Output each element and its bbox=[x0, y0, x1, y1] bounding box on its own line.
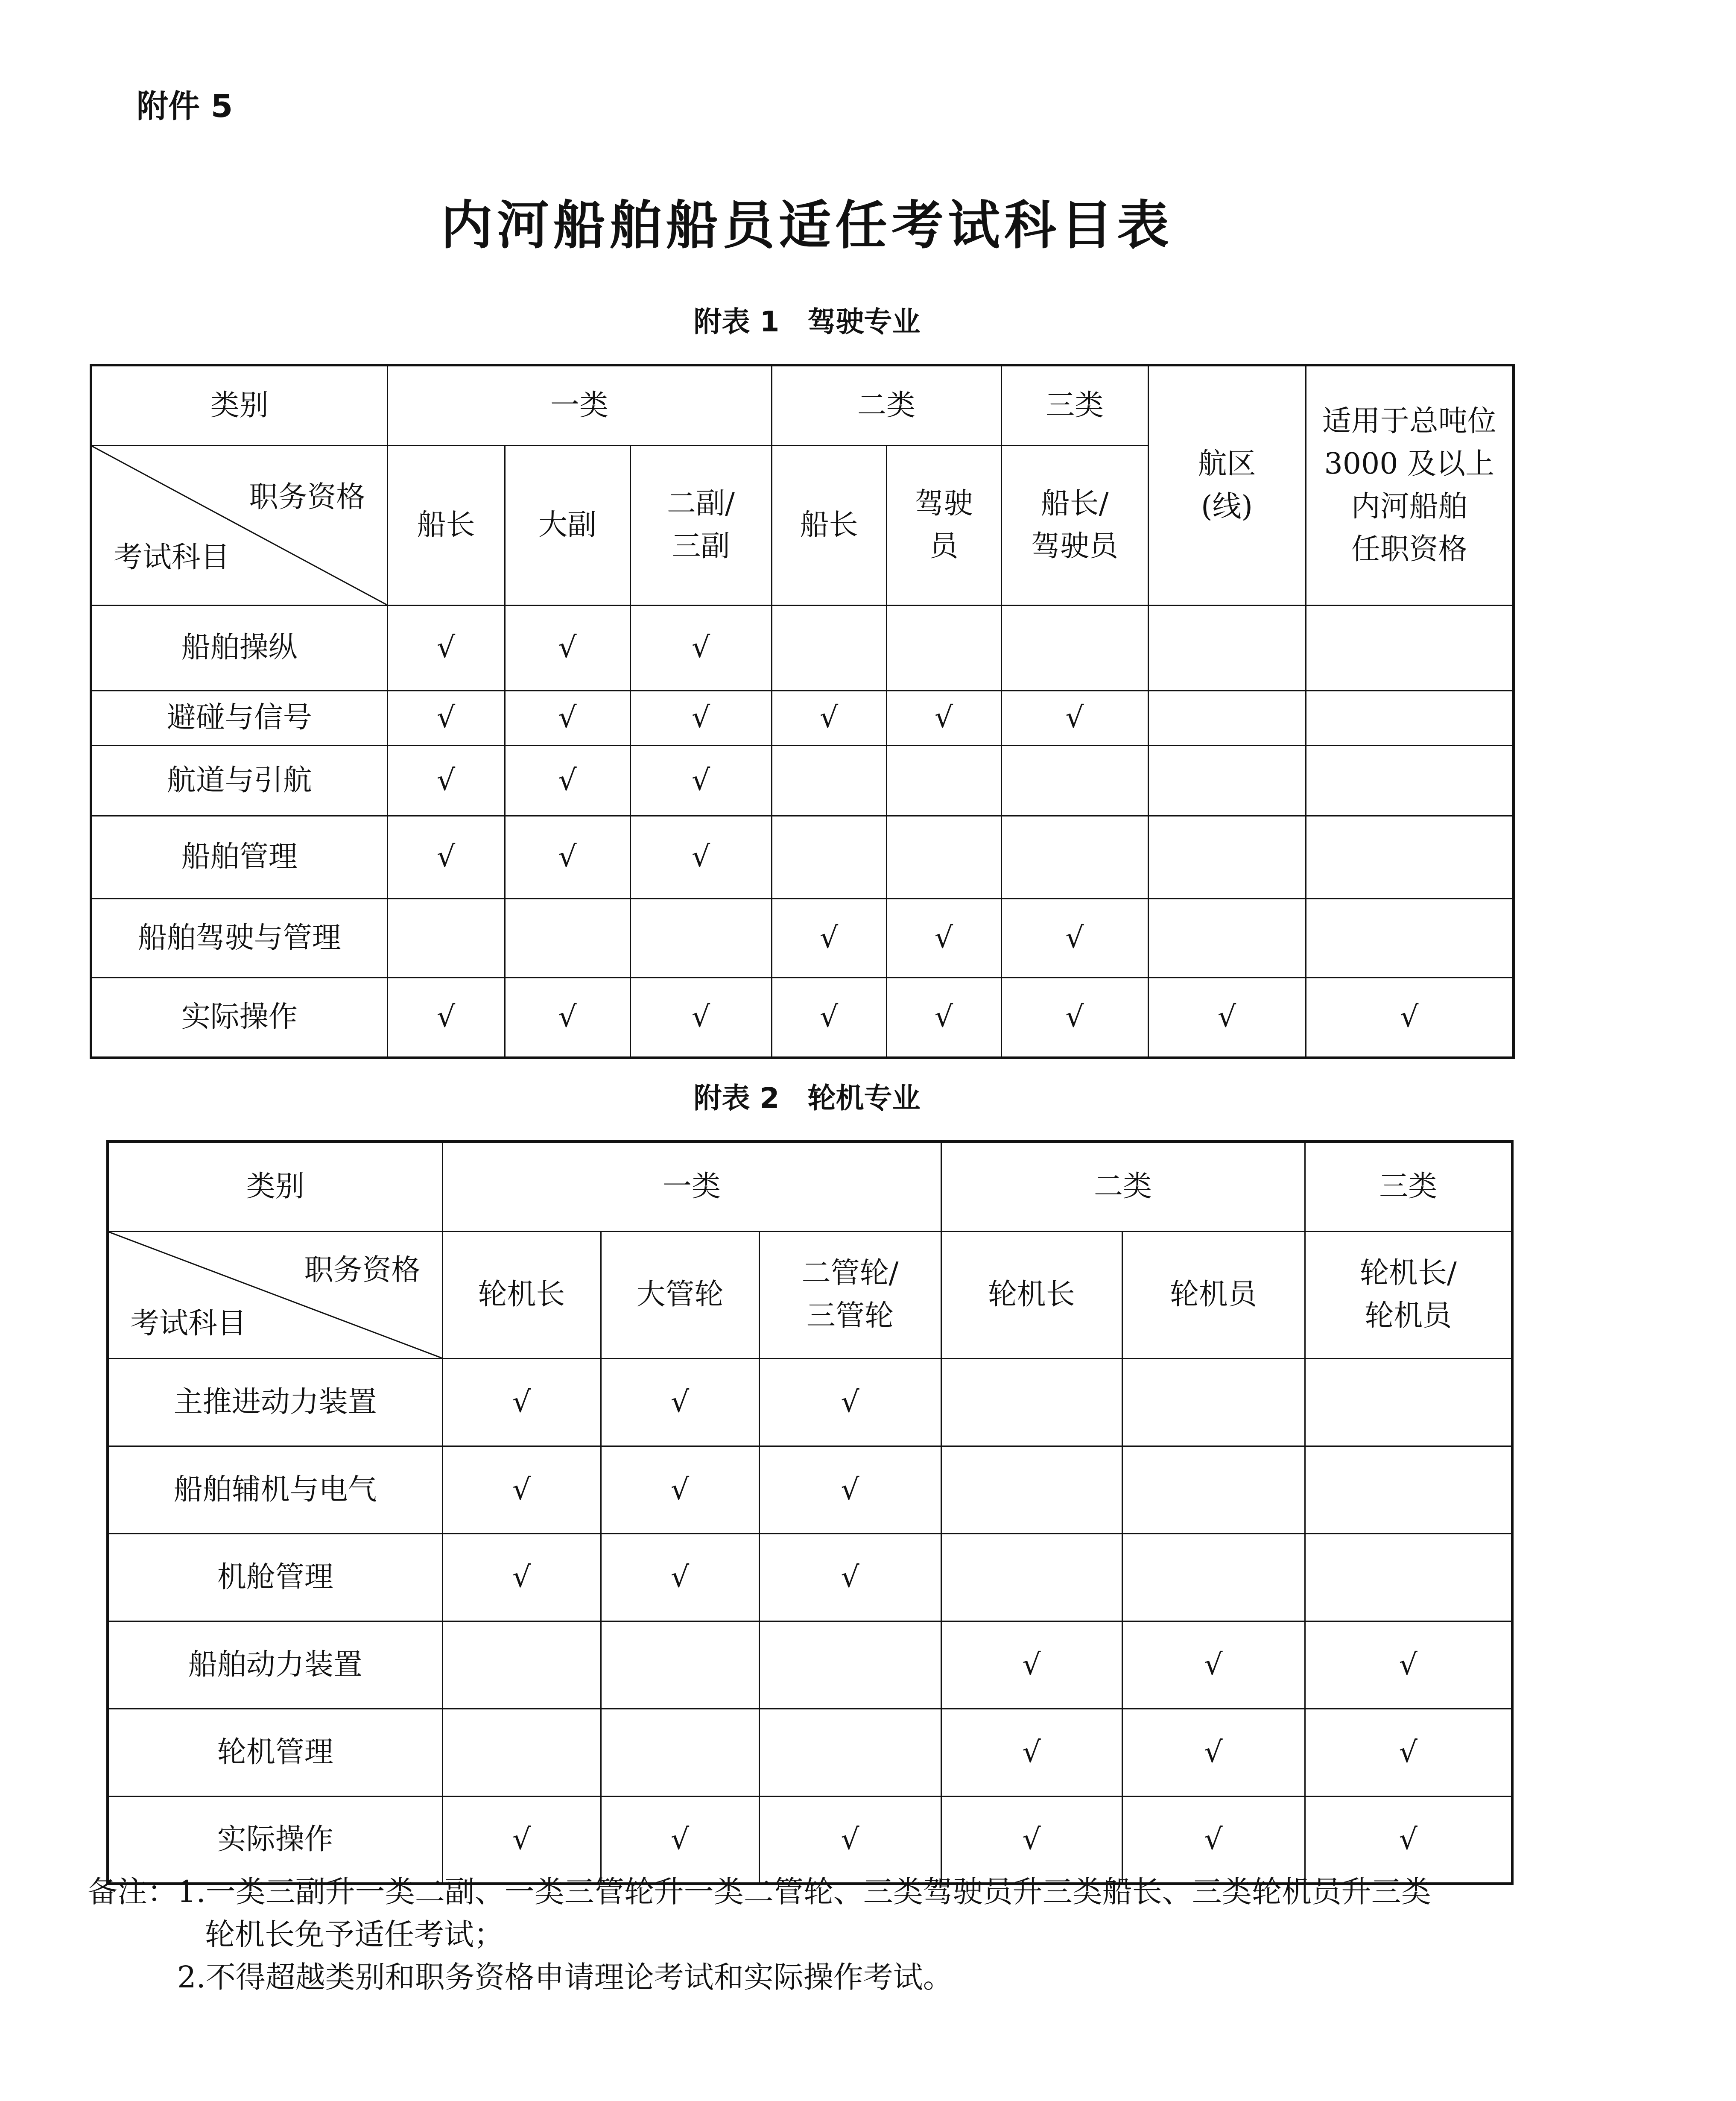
subject-cell: 船舶操纵 bbox=[91, 605, 387, 691]
remark-line-3: 2.不得超越类别和职务资格申请理论考试和实际操作考试。 bbox=[177, 1960, 953, 1995]
check-mark-cell: √ bbox=[505, 816, 630, 898]
empty-cell bbox=[759, 1621, 941, 1709]
check-mark-cell: √ bbox=[601, 1533, 759, 1621]
diagonal-header-cell bbox=[91, 445, 387, 605]
check-mark-cell: √ bbox=[1001, 977, 1148, 1058]
check-mark-cell: √ bbox=[442, 1358, 601, 1446]
empty-cell bbox=[1001, 816, 1148, 898]
driving-subjects-table bbox=[90, 364, 1515, 1059]
empty-cell bbox=[772, 605, 886, 691]
group-header-1: 一类 bbox=[442, 1141, 941, 1231]
empty-cell bbox=[1001, 605, 1148, 691]
group-header-3: 三类 bbox=[1305, 1141, 1512, 1231]
check-mark-cell: √ bbox=[759, 1796, 941, 1884]
table-row bbox=[108, 1446, 1512, 1533]
tonnage-column-header: 适用于总吨位 3000 及以上 内河船舶 任职资格 bbox=[1306, 365, 1514, 605]
empty-cell bbox=[601, 1709, 759, 1796]
empty-cell bbox=[442, 1621, 601, 1709]
check-mark-cell: √ bbox=[772, 691, 886, 745]
subject-cell: 轮机管理 bbox=[108, 1709, 442, 1796]
check-mark-cell: √ bbox=[1001, 691, 1148, 745]
table2-subtitle: 附表 2 轮机专业 bbox=[693, 1082, 921, 1115]
empty-cell bbox=[941, 1446, 1122, 1533]
engine-subjects-table bbox=[106, 1140, 1514, 1885]
position-header: 轮机长/ 轮机员 bbox=[1305, 1231, 1512, 1358]
check-mark-cell: √ bbox=[1122, 1709, 1305, 1796]
position-header: 船长 bbox=[387, 445, 505, 605]
table-row bbox=[108, 1709, 1512, 1796]
subject-cell: 船舶动力装置 bbox=[108, 1621, 442, 1709]
check-mark-cell: √ bbox=[387, 691, 505, 745]
empty-cell bbox=[772, 816, 886, 898]
category-header: 类别 bbox=[91, 365, 387, 445]
page-title: 内河船舶船员适任考试科目表 bbox=[441, 195, 1173, 256]
position-header: 大管轮 bbox=[601, 1231, 759, 1358]
check-mark-cell: √ bbox=[772, 898, 886, 977]
check-mark-cell: √ bbox=[1305, 1621, 1512, 1709]
check-mark-cell: √ bbox=[387, 977, 505, 1058]
empty-cell bbox=[1148, 605, 1306, 691]
remark-line-2: 轮机长免予适任考试； bbox=[205, 1917, 504, 1952]
check-mark-cell: √ bbox=[505, 977, 630, 1058]
empty-cell bbox=[1148, 898, 1306, 977]
check-mark-cell: √ bbox=[442, 1796, 601, 1884]
group-header-2: 二类 bbox=[772, 365, 1001, 445]
group-header-1: 一类 bbox=[387, 365, 772, 445]
table-row bbox=[108, 1533, 1512, 1621]
check-mark-cell: √ bbox=[772, 977, 886, 1058]
table-row bbox=[91, 605, 1514, 691]
check-mark-cell: √ bbox=[387, 745, 505, 816]
check-mark-cell: √ bbox=[1122, 1796, 1305, 1884]
table-row bbox=[91, 745, 1514, 816]
table-row bbox=[108, 1621, 1512, 1709]
position-axis-label: 职务资格 bbox=[249, 480, 365, 514]
table-row bbox=[91, 691, 1514, 745]
check-mark-cell: √ bbox=[630, 691, 772, 745]
empty-cell bbox=[442, 1709, 601, 1796]
table-row bbox=[108, 1358, 1512, 1446]
subject-axis-label: 考试科目 bbox=[114, 540, 230, 574]
check-mark-cell: √ bbox=[886, 898, 1001, 977]
subject-cell: 主推进动力装置 bbox=[108, 1358, 442, 1446]
empty-cell bbox=[1122, 1358, 1305, 1446]
position-axis-label: 职务资格 bbox=[304, 1253, 421, 1287]
empty-cell bbox=[772, 745, 886, 816]
position-header: 大副 bbox=[505, 445, 630, 605]
check-mark-cell: √ bbox=[601, 1358, 759, 1446]
empty-cell bbox=[1148, 745, 1306, 816]
check-mark-cell: √ bbox=[941, 1621, 1122, 1709]
check-mark-cell: √ bbox=[1148, 977, 1306, 1058]
check-mark-cell: √ bbox=[1001, 898, 1148, 977]
position-header: 轮机长 bbox=[442, 1231, 601, 1358]
empty-cell bbox=[886, 745, 1001, 816]
subject-cell: 航道与引航 bbox=[91, 745, 387, 816]
check-mark-cell: √ bbox=[442, 1446, 601, 1533]
position-header: 二管轮/ 三管轮 bbox=[759, 1231, 941, 1358]
check-mark-cell: √ bbox=[387, 605, 505, 691]
route-column-header: 航区 (线) bbox=[1148, 365, 1306, 605]
subject-cell: 机舱管理 bbox=[108, 1533, 442, 1621]
empty-cell bbox=[1122, 1533, 1305, 1621]
check-mark-cell: √ bbox=[387, 816, 505, 898]
category-header: 类别 bbox=[108, 1141, 442, 1231]
group-header-3: 三类 bbox=[1001, 365, 1148, 445]
empty-cell bbox=[941, 1358, 1122, 1446]
subject-axis-label: 考试科目 bbox=[130, 1306, 247, 1340]
check-mark-cell: √ bbox=[759, 1446, 941, 1533]
empty-cell bbox=[1306, 816, 1514, 898]
empty-cell bbox=[1148, 816, 1306, 898]
position-header: 船长/ 驾驶员 bbox=[1001, 445, 1148, 605]
empty-cell bbox=[601, 1621, 759, 1709]
empty-cell bbox=[387, 898, 505, 977]
remarks bbox=[88, 1870, 1431, 1999]
check-mark-cell: √ bbox=[630, 816, 772, 898]
position-header: 船长 bbox=[772, 445, 886, 605]
check-mark-cell: √ bbox=[505, 745, 630, 816]
empty-cell bbox=[505, 898, 630, 977]
subject-cell: 实际操作 bbox=[91, 977, 387, 1058]
check-mark-cell: √ bbox=[1122, 1621, 1305, 1709]
check-mark-cell: √ bbox=[1305, 1796, 1512, 1884]
remark-line-1: 备注：1.一类三副升一类二副、一类三管轮升一类二管轮、三类驾驶员升三类船长、三类轮机员升三类 bbox=[88, 1874, 1431, 1909]
table1-subtitle: 附表 1 驾驶专业 bbox=[693, 305, 921, 338]
position-header: 驾驶 员 bbox=[886, 445, 1001, 605]
table-row bbox=[91, 898, 1514, 977]
check-mark-cell: √ bbox=[1306, 977, 1514, 1058]
group-header-2: 二类 bbox=[941, 1141, 1305, 1231]
check-mark-cell: √ bbox=[941, 1796, 1122, 1884]
empty-cell bbox=[941, 1533, 1122, 1621]
position-header: 轮机员 bbox=[1122, 1231, 1305, 1358]
empty-cell bbox=[1305, 1533, 1512, 1621]
diagonal-header-cell bbox=[108, 1231, 442, 1358]
check-mark-cell: √ bbox=[759, 1358, 941, 1446]
empty-cell bbox=[1306, 745, 1514, 816]
empty-cell bbox=[886, 816, 1001, 898]
empty-cell bbox=[1001, 745, 1148, 816]
diagonal-line bbox=[92, 446, 387, 605]
check-mark-cell: √ bbox=[601, 1446, 759, 1533]
subject-cell: 实际操作 bbox=[108, 1796, 442, 1884]
attachment-label: 附件 5 bbox=[137, 88, 233, 125]
table-row bbox=[91, 977, 1514, 1058]
empty-cell bbox=[1306, 605, 1514, 691]
check-mark-cell: √ bbox=[630, 977, 772, 1058]
check-mark-cell: √ bbox=[886, 691, 1001, 745]
subject-cell: 避碰与信号 bbox=[91, 691, 387, 745]
check-mark-cell: √ bbox=[941, 1709, 1122, 1796]
empty-cell bbox=[1306, 691, 1514, 745]
subject-cell: 船舶管理 bbox=[91, 816, 387, 898]
position-header: 二副/ 三副 bbox=[630, 445, 772, 605]
empty-cell bbox=[1148, 691, 1306, 745]
empty-cell bbox=[1122, 1446, 1305, 1533]
check-mark-cell: √ bbox=[630, 745, 772, 816]
position-header: 轮机长 bbox=[941, 1231, 1122, 1358]
empty-cell bbox=[886, 605, 1001, 691]
empty-cell bbox=[759, 1709, 941, 1796]
table-row bbox=[91, 816, 1514, 898]
empty-cell bbox=[1305, 1446, 1512, 1533]
subject-cell: 船舶驾驶与管理 bbox=[91, 898, 387, 977]
check-mark-cell: √ bbox=[630, 605, 772, 691]
check-mark-cell: √ bbox=[1305, 1709, 1512, 1796]
check-mark-cell: √ bbox=[505, 605, 630, 691]
check-mark-cell: √ bbox=[601, 1796, 759, 1884]
empty-cell bbox=[630, 898, 772, 977]
check-mark-cell: √ bbox=[442, 1533, 601, 1621]
empty-cell bbox=[1305, 1358, 1512, 1446]
check-mark-cell: √ bbox=[886, 977, 1001, 1058]
check-mark-cell: √ bbox=[759, 1533, 941, 1621]
subject-cell: 船舶辅机与电气 bbox=[108, 1446, 442, 1533]
empty-cell bbox=[1306, 898, 1514, 977]
check-mark-cell: √ bbox=[505, 691, 630, 745]
